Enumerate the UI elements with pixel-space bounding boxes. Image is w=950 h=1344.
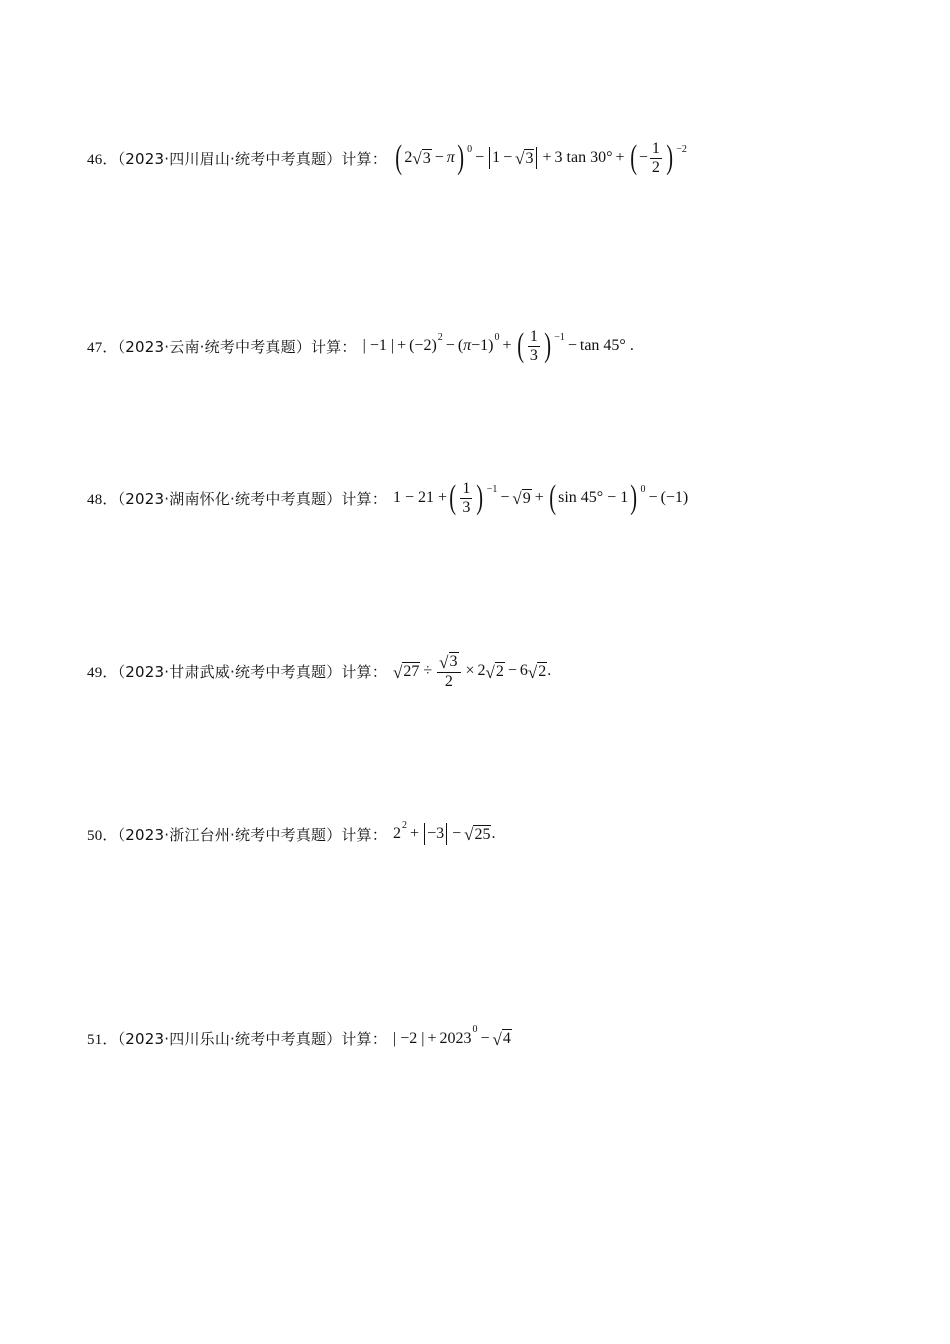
problem-51 (87, 1024, 512, 1049)
problem-46 (87, 140, 687, 176)
problem-label: 47．（2023·云南·统考中考真题）计算： (87, 337, 357, 356)
expression-47: | −1 | + (−2) 2 − ( π −1) 0 + ( $\frac{1}{3}$ ) −1 − tan 45° . (362, 327, 634, 365)
problem-label: 48．（2023·湖南怀化·统考中考真题）计算： (87, 489, 388, 508)
expression-46: ( 2 √ 3 − π ) 0 − 1 − √ 3 + 3 tan 30° + ( − $\frac{1}{2}$ ) −2 (395, 139, 687, 177)
problem-50 (87, 819, 496, 845)
problem-49 (87, 652, 551, 691)
problem-48 (87, 480, 688, 516)
expression-50: 2 2 + −3 − √ 25 . (393, 819, 496, 845)
problem-47 (87, 328, 634, 364)
expression-51: | −2 | + 2023 0 − √ 4 (393, 1024, 511, 1049)
problem-label: 51．（2023·四川乐山·统考中考真题）计算： (87, 1030, 388, 1048)
expression-49: √ 27 ÷ √ 3 2 × 2 √ 2 − 6 √ 2 . (393, 652, 552, 691)
problem-label: 49．（2023·甘肃武威·统考中考真题）计算： (87, 662, 388, 681)
problem-label: 50．（2023·浙江台州·统考中考真题）计算： (87, 825, 388, 844)
problem-label: 46．（2023·四川眉山·统考中考真题）计算： (87, 149, 388, 168)
expression-48: 1 − 21 + ( $\frac{1}{3}$ ) −1 − √ 9 + ( sin 45° − 1 ) 0 − (−1) (393, 479, 689, 517)
